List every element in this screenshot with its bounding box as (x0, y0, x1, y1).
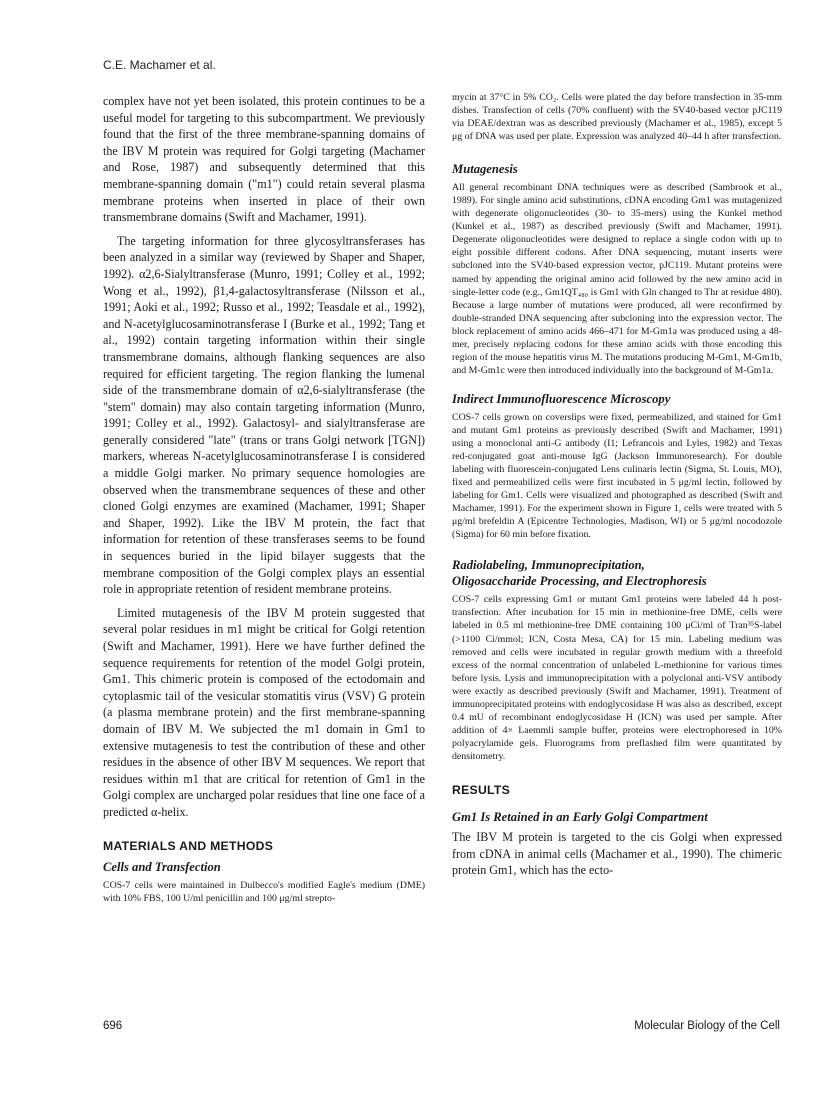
mutagenesis-text: All general recombinant DNA techniques were as described (Sambrook et al., 1989). For single amino acid substitutions, cDNA encoding Gm1 was mutagenized with degenerate oligonucleotides (30- to 35-mers) using the Kunkel method (Kunkel et al., 1987) as described previously (Swift and Machamer, 1991). Degenerate oligonucleotides were designed to replace a single codon with up to eight possible different codons. After DNA sequencing, mutant inserts were subcloned into the SV40-based expression vector, pJC119. Mutant proteins were named by appending the original amino acid followed by the new amino acid in single-letter code (e.g., Gm1QT₄₈₀ is Gm1 with Gln changed to Thr at residue 480). Because a large number of mutations were produced, all were reconfirmed by double-stranded DNA sequencing after subcloning into the expression vector. The block replacement of amino acids 466–471 for M-Gm1a was produced using a 48-mer, precisely replacing codons for these amino acids with those encoding this region of the mouse hepatitis virus M. The mutations producing M-Gm1, M-Gm1b, and M-Gm1c were then introduced individually into the background of M-Gm1a. (452, 182, 782, 376)
materials-methods-heading: MATERIALS AND METHODS (103, 838, 274, 853)
intro-paragraph-2: The targeting information for three glycosyltransferases has been analyzed in a similar way (reviewed by Shaper and Shaper, 1992). α2,6-Sialyltransferase (Munro, 1991; Colley et al., 1992; Wong et al., 1992), β1,4-galactosyltransferase (Nilsson et al., 1991; Aoki et al., 1992; Russo et al., 1992; Teasdale et al., 1992), and N-acetylglucosaminotransferase I (Burke et al., 1992; Tang et al., 1992) contain targeting information within their single transmembrane domains, although flanking sequences are also required for efficient targeting. The region flanking the lumenal side of the transmembrane domain of α2,6-sialyltransferase (the "stem" domain) may also contain targeting information (Munro, 1991; Colley et al., 1992). Galactosyl- and sialyltransferase are generally considered "late" (trans or trans Golgi network [TGN]) markers, whereas N-acetylglucosaminotransferase I is considered a middle Golgi marker. No primary sequence homologies are observed when the transmembrane sequences of these and other cloned Golgi enzymes are examined (Machamer, 1991; Shaper and Shaper, 1992). Like the IBV M protein, the fact that information for retention of these transferases seems to be found in sequences buried in the lipid bilayer suggests that the membrane composition of the Golgi complex plays an essential role in appropriate retention of resident membrane proteins. (103, 233, 425, 597)
radiolabeling-heading-line-1: Radiolabeling, Immunoprecipitation, (452, 558, 645, 573)
left-column (103, 93, 425, 905)
radiolabeling-text: COS-7 cells expressing Gm1 or mutant Gm1 proteins were labeled 44 h post-transfection. After incubation for 15 min in methionine-free DME, cells were labeled in 0.5 ml methionine-free DME containing 100 μCi/ml of Tran³⁵S-label (>1100 Ci/mmol; ICN, Costa Mesa, CA) for 15 min. Labeling medium was removed and cells were incubated in regular growth medium with a threefold excess of the normal concentration of unlabeled L-methionine for various times before lysis. Lysis and immunoprecipitation with a polyclonal anti-VSV antibody were exactly as described previously (Swift and Machamer, 1991). Treatment of immunoprecipitated proteins with endoglycosidase H was also as described, except 0.4 mU of recombinant endoglycosidase H (ICN) was used per sample. After addition of 4× Laemmli sample buffer, proteins were electrophoresed in 10% polyacrylamide gels. Fluorograms from preflashed film were quantitated by densitometry. (452, 594, 782, 762)
radiolabeling-heading-line-2: Oligosaccharide Processing, and Electrophoresis (452, 574, 707, 589)
mutagenesis-heading: Mutagenesis (452, 162, 518, 177)
cells-transfection-continued: mycin at 37°C in 5% CO₂. Cells were plated the day before transfection in 35-mm dishes. Transfection of cells (70% confluent) with the SV40-based vector pJC119 via DEAE/dextran was as described previously (Machamer et al., 1985), except 5 μg of DNA was used per plate. Expression was analyzed 40–44 h after transfection. (452, 92, 782, 143)
intro-paragraph-3: Limited mutagenesis of the IBV M protein suggested that several polar residues in m1 might be critical for Golgi retention (Swift and Machamer, 1991). Here we have further defined the sequence requirements for retention of the model Golgi protein, Gm1. This chimeric protein is composed of the ectodomain and cytoplasmic tail of the vesicular stomatitis virus (VSV) G protein (a plasma membrane protein) and the first membrane-spanning domain of IBV M. We subjected the m1 domain in Gm1 to extensive mutagenesis to test the contribution of these and other residues in the absence of other IBV M sequences. We report that residues within m1 that are critical for retention of Gm1 in the Golgi complex are uncharged polar residues that line one face of a predicted α-helix. (103, 605, 425, 819)
right-column (452, 93, 782, 879)
running-head: C.E. Machamer et al. (103, 58, 216, 72)
results-heading: RESULTS (452, 782, 511, 797)
immunofluorescence-heading: Indirect Immunofluorescence Microscopy (452, 391, 671, 406)
cells-transfection-heading: Cells and Transfection (103, 859, 221, 874)
page-number: 696 (103, 1020, 123, 1032)
gm1-retained-text: The IBV M protein is targeted to the cis Golgi when expressed from cDNA in animal cells (Machamer et al., 1990). The chimeric protein Gm1, which has the ecto- (452, 829, 782, 878)
cells-transfection-text: COS-7 cells were maintained in Dulbecco's modified Eagle's medium (DME) with 10% FBS, 100 U/ml penicillin and 100 μg/ml strepto- (103, 879, 425, 904)
gm1-retained-heading: Gm1 Is Retained in an Early Golgi Compartment (452, 809, 708, 824)
immunofluorescence-text: COS-7 cells grown on coverslips were fixed, permeabilized, and stained for Gm1 and mutant Gm1 proteins as previously described (Swift and Machamer, 1991) using a monoclonal anti-G antibody (I1; Lefrancois and Lyles, 1982) and Texas red-conjugated goat anti-mouse IgG (Jackson Immunoresearch). For double labeling with fluorescein-conjugated Lens culinaris lectin (Sigma, St. Louis, MO), fixed and permeabilized cells were first incubated in 5 μg/ml lectin, followed by labeling for Gm1. Cells were visualized and photographed as described (Swift and Machamer, 1991). For the experiment shown in Figure 1, cells were treated with 5 μg/ml brefeldin A (Epicentre Technologies, Madison, WI) or 5 μg/ml nocodozole (Sigma) for 60 min before fixation. (452, 411, 782, 541)
intro-paragraph-1: complex have not yet been isolated, this protein continues to be a useful model for targeting to this subcompartment. We previously found that the first of the three membrane-spanning domains of the IBV M protein was required for Golgi targeting (Machamer and Rose, 1987) and subsequently determined that this membrane-spanning domain ("m1") could retain several plasma membrane proteins when inserted in place of their own transmembrane domains (Swift and Machamer, 1991). (103, 94, 425, 225)
journal-name: Molecular Biology of the Cell (634, 1020, 780, 1032)
